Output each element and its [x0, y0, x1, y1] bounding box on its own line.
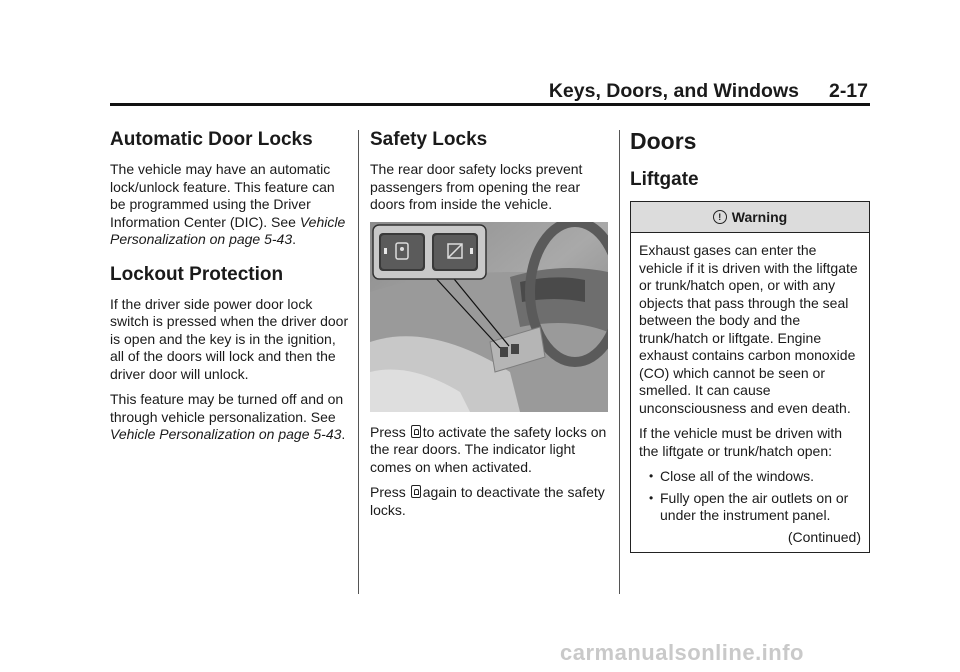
- press-label-2: Press: [370, 484, 406, 500]
- warning-icon: !: [713, 210, 727, 224]
- column-3: [630, 124, 870, 553]
- warning-header: [631, 202, 869, 233]
- heading-safety-locks: Safety Locks: [370, 129, 488, 150]
- warning-title: Warning: [731, 209, 788, 225]
- section-title: Keys, Doors, and Windows: [548, 80, 799, 102]
- safety-lock-icon: [411, 485, 421, 498]
- heading-lockout-protection: Lockout Protection: [110, 263, 284, 285]
- press-label-1: Press: [370, 423, 406, 440]
- paragraph-press-deactivate: [370, 484, 610, 519]
- column-2: [370, 124, 610, 527]
- list-item: • Fully open the air outlets on or under the instrument panel.: [639, 490, 861, 525]
- warning-box: [630, 201, 870, 553]
- continued-label: (Continued): [787, 528, 861, 545]
- warning-paragraph-2: If the vehicle must be driven with the liftgate or trunk/hatch open:: [639, 425, 843, 459]
- heading-doors: Doors: [630, 128, 697, 154]
- press-deactivate-text: again to deactivate the safety locks.: [370, 484, 605, 518]
- warning-paragraph-1: Exhaust gases can enter the vehicle if it is driven with the liftgate or trunk/hatch open, or with any objects that pass through the seal between the body and the trunk/hatch or liftgate. Engine exhaust contains carbon monoxide (CO) which cannot be seen or smelled. It can cause unconsciousness and even death.: [639, 242, 858, 416]
- feature-ref: Vehicle Personalization on page 5-43: [110, 426, 342, 442]
- safety-lock-switch-photo: [370, 222, 608, 412]
- automatic-ref: Vehicle Personalization on page 5-43: [110, 213, 346, 247]
- column-divider-1: [358, 130, 359, 594]
- header-rule: [110, 103, 870, 106]
- column-1: [110, 124, 350, 452]
- column-divider-2: [619, 130, 620, 594]
- paragraph-automatic: The vehicle may have an automatic lock/unlock feature. This feature can be programmed using the Driver Information Center (DIC). See Vehicle Personalization on page 5-43.: [110, 161, 346, 247]
- paragraph-safety-intro: The rear door safety locks prevent passengers from opening the rear doors from inside the vehicle.: [370, 161, 583, 212]
- list-item: • Close all of the windows.: [639, 468, 861, 486]
- header-title: [420, 80, 868, 103]
- press-activate-text: to activate the safety locks on the rear doors. The indicator light comes on when activated.: [370, 423, 607, 475]
- paragraph-press-activate: [370, 424, 610, 477]
- warning-list: [639, 468, 861, 525]
- page-number: 2-17: [828, 80, 868, 102]
- heading-automatic-door-locks: Automatic Door Locks: [110, 129, 313, 150]
- paragraph-lockout: If the driver side power door lock switch is pressed when the driver door is open and the key is in the ignition, all of the doors will lock and then the driver door will unlock.: [110, 295, 349, 382]
- watermark: carmanualsonline.info: [560, 640, 804, 665]
- heading-liftgate: Liftgate: [630, 169, 699, 190]
- automatic-text: The vehicle may have an automatic lock/unlock feature. This feature can be programmed using the Driver Information Center (DIC). See: [110, 161, 335, 230]
- warning-body: [631, 233, 869, 552]
- feature-text: This feature may be turned off and on through vehicle personalization. See: [110, 391, 344, 425]
- paragraph-feature: This feature may be turned off and on through vehicle personalization. See Vehicle Personalization on page 5-43.: [110, 391, 346, 442]
- safety-lock-icon: [411, 425, 421, 438]
